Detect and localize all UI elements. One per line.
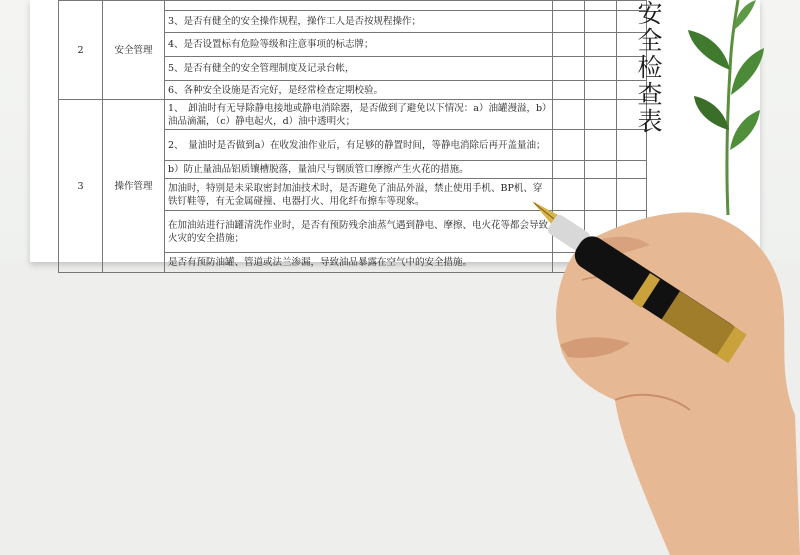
row-number: 2 bbox=[59, 1, 103, 100]
check-item: 4、是否设置标有危险等级和注意事项的标志牌； bbox=[165, 33, 553, 57]
check-cell bbox=[585, 57, 617, 81]
check-item: 是否有预防油罐、管道或法兰渗漏，导致油品暴露在空气中的安全措施。 bbox=[165, 253, 553, 273]
check-item: 加油时，特别是未采取密封加油技术时，是否避免了油品外溢，禁止使用手机、BP机、穿铁钉鞋等，有无金属碰撞、电器打火、用化纤布擦车等现象。 bbox=[165, 179, 553, 211]
sheet-title: 安全检查表 bbox=[634, 0, 663, 135]
check-item: 1、 卸油时有无导除静电接地或静电消除器，是否做到了避免以下情况：a）油罐漫溢，b）油品滴漏，（c）静电起火，d）油中透明火； bbox=[165, 100, 553, 130]
check-cell bbox=[553, 33, 585, 57]
check-cell bbox=[585, 33, 617, 57]
check-cell bbox=[553, 11, 585, 33]
check-cell bbox=[585, 81, 617, 100]
check-cell bbox=[585, 1, 617, 11]
check-item: 5、是否有健全的安全管理制度及记录台帐， bbox=[165, 57, 553, 81]
check-item: 3、是否有健全的安全操作规程，操作工人是否按规程操作； bbox=[165, 11, 553, 33]
check-cell bbox=[553, 130, 585, 161]
category-text: 安全管理 bbox=[114, 44, 153, 56]
check-cell bbox=[585, 161, 617, 179]
check-cell bbox=[617, 161, 647, 179]
check-item: 6、各种安全设施是否完好，是经常检查定期校验。 bbox=[165, 81, 553, 100]
pen-image bbox=[530, 195, 770, 385]
category-label bbox=[103, 1, 165, 100]
check-cell bbox=[553, 161, 585, 179]
table-row bbox=[59, 100, 647, 130]
check-item: b）防止量油品铝质镶槽脱落，量油尺与钢质管口摩擦产生火花的措施。 bbox=[165, 161, 553, 179]
category-text: 操作管理 bbox=[114, 180, 153, 192]
check-item: 在加油站进行油罐清洗作业时，是否有预防残余油蒸气遇到静电、摩擦、电火花等都会导致火灾的安全措施； bbox=[165, 211, 553, 253]
check-cell bbox=[553, 100, 585, 130]
row-number: 3 bbox=[59, 100, 103, 273]
check-cell bbox=[585, 11, 617, 33]
check-cell bbox=[585, 130, 617, 161]
title-column bbox=[624, 0, 672, 140]
check-cell bbox=[553, 81, 585, 100]
table-row bbox=[59, 1, 647, 11]
check-item: 2、 量油时是否做到a）在收发油作业后，有足够的静置时间，等静电消除后再开盖量油； bbox=[165, 130, 553, 161]
check-item bbox=[165, 1, 553, 11]
check-cell bbox=[553, 1, 585, 11]
check-cell bbox=[585, 100, 617, 130]
check-cell bbox=[553, 57, 585, 81]
category-label bbox=[103, 100, 165, 273]
plant-image bbox=[670, 0, 770, 215]
